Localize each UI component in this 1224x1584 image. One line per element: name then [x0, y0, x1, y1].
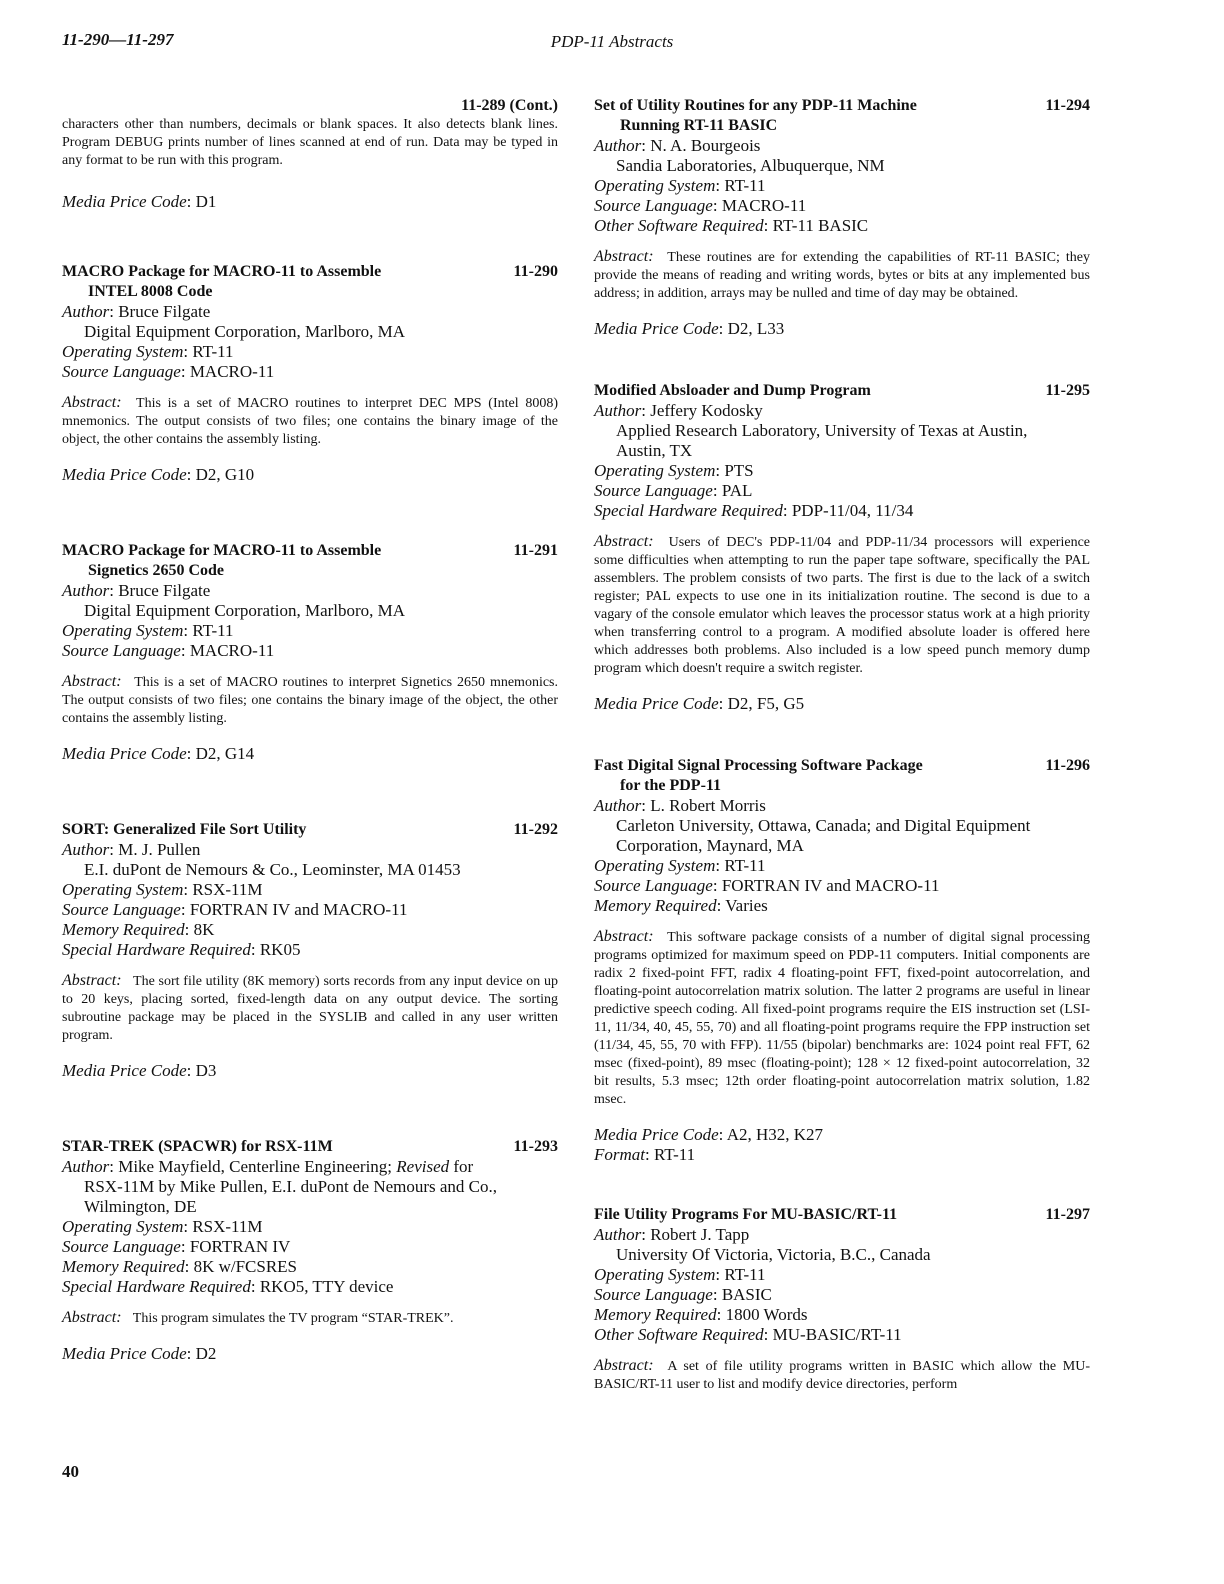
entry-11-292	[62, 820, 558, 1081]
entry-number: 11-293	[513, 1138, 558, 1155]
page-number: 40	[62, 1462, 79, 1481]
title-line-2: INTEL 8008 Code	[88, 283, 213, 300]
entry-title	[594, 381, 1090, 401]
language-label: Source Language	[62, 1237, 181, 1256]
os-value: RT-11	[724, 176, 766, 195]
title-line-1: MACRO Package for MACRO-11 to Assemble	[62, 263, 382, 280]
affiliation: University Of Victoria, Victoria, B.C., Canada	[616, 1245, 931, 1264]
os-field: Operating System: RT-11	[62, 621, 234, 640]
language-label: Source Language	[594, 196, 713, 215]
entry-title	[594, 1205, 1090, 1225]
hardware-field: Special Hardware Required: RKO5, TTY device	[62, 1277, 394, 1296]
title-line-1: Set of Utility Routines for any PDP-11 Machine	[594, 97, 917, 114]
memory-value: 1800 Words	[725, 1305, 808, 1324]
author-field: Author: Bruce Filgate	[62, 581, 211, 600]
title-line-1: Modified Absloader and Dump Program	[594, 382, 871, 399]
os-label: Operating System	[594, 176, 716, 195]
other-software-value: RT-11 BASIC	[772, 216, 869, 235]
language-field: Source Language: MACRO-11	[62, 641, 275, 660]
entry-title	[62, 262, 558, 302]
os-field: Operating System: RT-11	[594, 856, 766, 875]
media-label: Media Price Code	[62, 1344, 187, 1363]
entry-number: 11-297	[1045, 1206, 1090, 1223]
memory-value: Varies	[725, 896, 768, 915]
entry-number: 11-292	[513, 821, 558, 838]
language-label: Source Language	[62, 641, 181, 660]
title-line-1: MACRO Package for MACRO-11 to Assemble	[62, 542, 382, 559]
hardware-value: PDP-11/04, 11/34	[791, 501, 914, 520]
media-label: Media Price Code	[62, 744, 187, 763]
abstract	[594, 928, 1090, 1109]
abstract-label: Abstract:	[62, 673, 122, 690]
author-field: Author: Jeffery Kodosky	[594, 401, 763, 420]
entry-number: 11-294	[1045, 97, 1090, 114]
media-label: Media Price Code	[594, 694, 719, 713]
media-price-code: Media Price Code: D2, F5, G5	[594, 694, 805, 713]
entry-11-289-cont	[62, 96, 558, 212]
author-label: Author	[594, 136, 642, 155]
other-software-field: Other Software Required: RT-11 BASIC	[594, 216, 869, 235]
hardware-value: RKO5, TTY device	[259, 1277, 394, 1296]
page-range-header: 11-290—11-297	[62, 30, 174, 49]
os-value: RT-11	[192, 342, 234, 361]
format-value: RT-11	[653, 1145, 696, 1164]
os-value: PTS	[724, 461, 754, 480]
language-value: FORTRAN IV	[189, 1237, 291, 1256]
hardware-value: RK05	[259, 940, 301, 959]
author-label: Author	[62, 1157, 110, 1176]
os-field: Operating System: RT-11	[594, 176, 766, 195]
media-price-code: Media Price Code: A2, H32, K27	[594, 1125, 824, 1144]
title-line-1: SORT: Generalized File Sort Utility	[62, 821, 307, 838]
entry-number: 11-290	[513, 263, 558, 280]
revised-label: Revised	[396, 1157, 450, 1176]
media-price-code: Media Price Code: D2, G14	[62, 744, 255, 763]
memory-field: Memory Required: 8K w/FCSRES	[62, 1257, 298, 1276]
author-value: Bruce Filgate	[118, 302, 211, 321]
entry-11-293	[62, 1137, 558, 1364]
abstract-label: Abstract:	[594, 533, 654, 550]
affiliation-line-2: Austin, TX	[616, 441, 693, 460]
os-value: RSX-11M	[192, 880, 263, 899]
author-field: Author: Robert J. Tapp	[594, 1225, 750, 1244]
title-line-1: Fast Digital Signal Processing Software Package	[594, 757, 923, 774]
media-value: D2	[195, 1344, 217, 1363]
entry-title	[594, 756, 1090, 796]
entry-11-296	[594, 756, 1090, 1165]
title-line-2: for the PDP-11	[620, 777, 722, 794]
abstract-text: This software package consists of a number of digital signal processing programs optimized for maximum speed on PDP-11 computers. Initial components are radix 2 fixed-point FFT, radix 4 floating-point FFT, fixed-point autocorrelation, and floating-point autocorrelation matrix solution. The latter 2 programs are useful in linear predictive speech coding. All fixed-point programs require the EIS instruction set (LSI-11, 11/34, 40, 45, 55, 70) and all floating-point programs require the FPP instruction set (11/34, 45, 55, 70 with FFP). 11/55 (bipolar) benchmarks are: 1024 point real FFT, 62 msec (fixed-point), 89 msec (floating-point); 128 × 12 fixed-point autocorrelation, 32 bit results, 5.3 msec; 12th order floating-point autocorrelation matrix solution, 1.82 msec.	[594, 930, 1090, 1107]
media-value: D2, G14	[195, 744, 255, 763]
affiliation: Sandia Laboratories, Albuquerque, NM	[616, 156, 885, 175]
author-label: Author	[62, 302, 110, 321]
abstract-label: Abstract:	[62, 1309, 122, 1326]
language-field: Source Language: BASIC	[594, 1285, 772, 1304]
language-field: Source Language: FORTRAN IV	[62, 1237, 291, 1256]
abstract-text: Users of DEC's PDP-11/04 and PDP-11/34 processors will experience some difficulties when attempting to run the paper tape software, specifically the PAL assemblers. The problem consists of two parts. The first is due to the lack of a switch register; PAL expects to use one in its initialization routine. The second is due to a vagary of the console emulator which leaves the processor status work at a high priority when transferring control to a program. A modified absolute loader is offered here which addresses both problems. Also included is a low speed punch memory dump program which doesn't require a switch register.	[594, 535, 1091, 676]
author-label: Author	[594, 401, 642, 420]
language-field: Source Language: FORTRAN IV and MACRO-11	[62, 900, 408, 919]
affiliation: E.I. duPont de Nemours & Co., Leominster, MA 01453	[84, 860, 461, 879]
affiliation: Applied Research Laboratory, University of Texas at Austin,	[616, 421, 1028, 440]
author-label: Author	[62, 840, 110, 859]
right-column	[594, 96, 1090, 1394]
media-price-code: Media Price Code: D2	[62, 1344, 217, 1363]
memory-field: Memory Required: 8K	[62, 920, 215, 939]
os-label: Operating System	[62, 880, 184, 899]
author-field: Author: Bruce Filgate	[62, 302, 211, 321]
entry-number: 11-296	[1045, 757, 1090, 774]
os-label: Operating System	[594, 461, 716, 480]
abstract-label: Abstract:	[62, 394, 122, 411]
abstract-label: Abstract:	[62, 972, 122, 989]
os-field: Operating System: RSX-11M	[62, 880, 263, 899]
language-label: Source Language	[62, 362, 181, 381]
language-value: FORTRAN IV and MACRO-11	[721, 876, 940, 895]
format-field: Format: RT-11	[594, 1145, 696, 1164]
abstract	[62, 673, 558, 728]
os-value: RT-11	[724, 856, 766, 875]
language-value: MACRO-11	[721, 196, 807, 215]
continued-text: characters other than numbers, decimals or blank spaces. It also detects blank lines. Program DEBUG prints number of lines scanned at end of run. Data may be typed in any format to be run with this program.	[62, 117, 558, 168]
entry-number: 11-289 (Cont.)	[461, 97, 558, 114]
os-value: RSX-11M	[192, 1217, 263, 1236]
language-label: Source Language	[62, 900, 181, 919]
author-cont: for	[453, 1157, 474, 1176]
author-line-2: RSX-11M by Mike Pullen, E.I. duPont de Nemours and Co.,	[84, 1177, 498, 1196]
abstract-label: Abstract:	[594, 248, 654, 265]
author-value: Mike Mayfield, Centerline Engineering;	[118, 1157, 393, 1176]
media-label: Media Price Code	[62, 1061, 187, 1080]
media-value: D2, L33	[727, 319, 785, 338]
media-price-code: Media Price Code: D3	[62, 1061, 217, 1080]
other-software-label: Other Software Required	[594, 1325, 764, 1344]
entry-title	[62, 820, 558, 840]
abstract-text: These routines are for extending the capabilities of RT-11 BASIC; they provide the means of reading and writing words, bytes or bits at any implemented bus address; in addition, arrays may be nulled and time of day may be obtained.	[594, 250, 1091, 301]
author-value: M. J. Pullen	[118, 840, 201, 859]
media-price-code: Media Price Code: D2, G10	[62, 465, 255, 484]
media-label: Media Price Code	[62, 465, 187, 484]
memory-label: Memory Required	[62, 1257, 185, 1276]
os-label: Operating System	[62, 621, 184, 640]
author-field: Author: L. Robert Morris	[594, 796, 766, 815]
abstract-label: Abstract:	[594, 1357, 654, 1374]
entry-11-297	[594, 1205, 1090, 1394]
author-label: Author	[62, 581, 110, 600]
entry-number: 11-291	[513, 542, 558, 559]
media-label: Media Price Code	[62, 192, 187, 211]
author-label: Author	[594, 796, 642, 815]
abstract	[62, 972, 558, 1045]
author-field: Author: M. J. Pullen	[62, 840, 201, 859]
os-field: Operating System: RT-11	[594, 1265, 766, 1284]
entry-11-294	[594, 96, 1090, 339]
language-label: Source Language	[594, 481, 713, 500]
entry-title	[62, 541, 558, 581]
media-value: D2, F5, G5	[727, 694, 805, 713]
entry-title	[62, 1137, 558, 1157]
language-field: Source Language: MACRO-11	[62, 362, 275, 381]
language-field: Source Language: PAL	[594, 481, 753, 500]
abstract-label: Abstract:	[594, 928, 654, 945]
format-label: Format	[594, 1145, 645, 1164]
abstract-text: A set of file utility programs written in BASIC which allow the MU-BASIC/RT-11 user to list and modify device directories, perform	[594, 1359, 1091, 1392]
abstract	[594, 248, 1090, 303]
author-label: Author	[594, 1225, 642, 1244]
media-value: D3	[195, 1061, 217, 1080]
os-label: Operating System	[594, 856, 716, 875]
affiliation: Digital Equipment Corporation, Marlboro, MA	[84, 601, 406, 620]
entry-title	[594, 96, 1090, 136]
abstract	[594, 533, 1090, 678]
media-price-code: Media Price Code: D2, L33	[594, 319, 785, 338]
affiliation: Carleton University, Ottawa, Canada; and Digital Equipment	[616, 816, 1031, 835]
media-label: Media Price Code	[594, 319, 719, 338]
language-value: PAL	[721, 481, 753, 500]
entry-11-290	[62, 262, 558, 485]
memory-label: Memory Required	[594, 1305, 717, 1324]
hardware-label: Special Hardware Required	[62, 940, 251, 959]
affiliation: Digital Equipment Corporation, Marlboro, MA	[84, 322, 406, 341]
memory-value: 8K w/FCSRES	[193, 1257, 298, 1276]
language-label: Source Language	[594, 1285, 713, 1304]
author-value: N. A. Bourgeois	[650, 136, 761, 155]
other-software-label: Other Software Required	[594, 216, 764, 235]
os-field: Operating System: RSX-11M	[62, 1217, 263, 1236]
affiliation-line-2: Corporation, Maynard, MA	[616, 836, 804, 855]
hardware-label: Special Hardware Required	[62, 1277, 251, 1296]
language-value: MACRO-11	[189, 641, 275, 660]
abstract	[594, 1357, 1090, 1394]
os-label: Operating System	[62, 1217, 184, 1236]
left-column	[62, 96, 558, 1364]
hardware-field: Special Hardware Required: RK05	[62, 940, 301, 959]
language-field: Source Language: FORTRAN IV and MACRO-11	[594, 876, 940, 895]
os-field: Operating System: RT-11	[62, 342, 234, 361]
memory-field: Memory Required: 1800 Words	[594, 1305, 808, 1324]
author-field: Author: Mike Mayfield, Centerline Engineering; Revised for	[62, 1157, 474, 1176]
language-value: FORTRAN IV and MACRO-11	[189, 900, 408, 919]
os-label: Operating System	[594, 1265, 716, 1284]
title-line-1: STAR-TREK (SPACWR) for RSX-11M	[62, 1138, 333, 1155]
author-value: Bruce Filgate	[118, 581, 211, 600]
memory-label: Memory Required	[594, 896, 717, 915]
author-value: Robert J. Tapp	[650, 1225, 750, 1244]
abstract-text: This is a set of MACRO routines to interpret Signetics 2650 mnemonics. The output consists of two files; one contains the binary image of the object, the other contains the assembly listing.	[62, 675, 558, 726]
author-line-3: Wilmington, DE	[84, 1197, 197, 1216]
abstract	[62, 1309, 558, 1328]
author-field: Author: N. A. Bourgeois	[594, 136, 761, 155]
title-line-2: Signetics 2650 Code	[88, 562, 224, 579]
os-value: RT-11	[192, 621, 234, 640]
author-value: L. Robert Morris	[650, 796, 766, 815]
media-label: Media Price Code	[594, 1125, 719, 1144]
abstract-text: This program simulates the TV program “STAR-TREK”.	[132, 1311, 454, 1326]
media-value: D2, G10	[195, 465, 255, 484]
media-value: D1	[195, 192, 217, 211]
entry-11-291	[62, 541, 558, 764]
author-value: Jeffery Kodosky	[650, 401, 763, 420]
running-title: PDP-11 Abstracts	[550, 32, 674, 51]
memory-value: 8K	[193, 920, 215, 939]
entry-11-295	[594, 381, 1090, 714]
other-software-field: Other Software Required: MU-BASIC/RT-11	[594, 1325, 902, 1344]
os-value: RT-11	[724, 1265, 766, 1284]
memory-label: Memory Required	[62, 920, 185, 939]
abstract	[62, 394, 558, 449]
media-value: A2, H32, K27	[726, 1125, 824, 1144]
abstract-text: The sort file utility (8K memory) sorts records from any input device on up to 20 keys, placing sorted, fixed-length data on any output device. The sorting subroutine package may be placed in the SYSLIB and called in any user written program.	[62, 974, 558, 1043]
memory-field: Memory Required: Varies	[594, 896, 768, 915]
hardware-label: Special Hardware Required	[594, 501, 783, 520]
title-line-1: File Utility Programs For MU-BASIC/RT-11	[594, 1206, 898, 1223]
other-software-value: MU-BASIC/RT-11	[772, 1325, 902, 1344]
os-label: Operating System	[62, 342, 184, 361]
title-line-2: Running RT-11 BASIC	[620, 117, 778, 134]
media-price-code: Media Price Code: D1	[62, 192, 217, 211]
entry-number: 11-295	[1045, 382, 1090, 399]
language-value: MACRO-11	[189, 362, 275, 381]
language-field: Source Language: MACRO-11	[594, 196, 807, 215]
language-value: BASIC	[721, 1285, 772, 1304]
os-field: Operating System: PTS	[594, 461, 754, 480]
abstract-text: This is a set of MACRO routines to interpret DEC MPS (Intel 8008) mnemonics. The output consists of two files; one contains the binary image of the object, the other contains the assembly listing.	[62, 396, 558, 447]
language-label: Source Language	[594, 876, 713, 895]
hardware-field: Special Hardware Required: PDP-11/04, 11/34	[594, 501, 914, 520]
